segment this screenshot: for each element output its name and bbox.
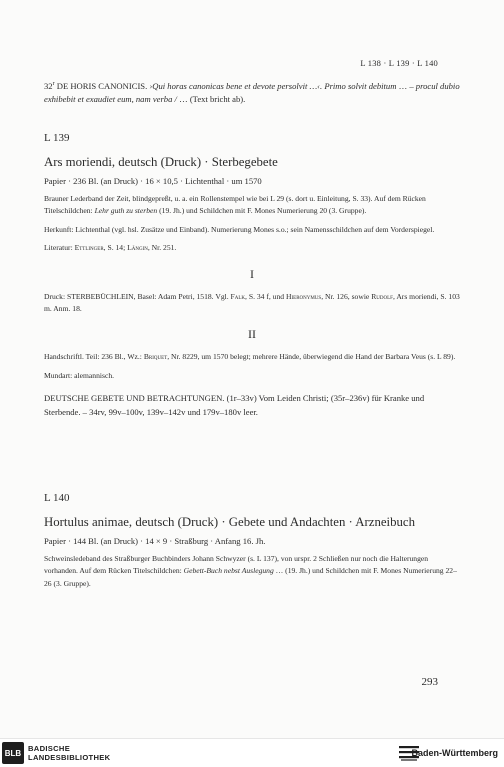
print-l139: Druck: STERBEBÜCHLEIN, Basel: Adam Petri, 1518. Vgl. Falk, S. 34 f, und Hieronymus, Nr. 126, sowie Rudolf, Ars moriendi, S. 103 m. Anm. 18. (44, 291, 460, 313)
entry-32-text: 32$^r$ DE HORIS CANONICIS. ›Qui horas canonicas bene et devote persolvit …‹. Primo solvit debitum … – procul dubio exhibebit et exaudiet eum, nam verba / … (Text bricht ab). (44, 80, 460, 105)
blb-logo-icon[interactable]: BLB (2, 742, 24, 764)
binding-l139: Brauner Lederband der Zeit, blindgepreßt, u. a. ein Rollenstempel wie bei L 29 (s. dort u. Einleitung, S. 33). Auf dem Rücken Titelschildchen: Lehr guth zu sterben (19. Jh.) und Schildchen mit F. Mones Numerierung 20 (3. Gruppe). (44, 193, 426, 216)
page-number: 293 (421, 676, 438, 688)
physical-l140: Papier · 144 Bl. (an Druck) · 14 × 9 · Straßburg · Anfang 16. Jh. (44, 535, 266, 546)
title-l139: Ars moriendi, deutsch (Druck) · Sterbegebete (44, 155, 278, 169)
prayers-l139: DEUTSCHE GEBETE UND BETRACHTUNGEN. (1r–33v) Vom Leiden Christi; (35r–236v) für Kranke und Sterbende. – 34rv, 99v–100v, 139v–142v und 179v–180v leer. (44, 393, 425, 417)
running-head: L 138 · L 139 · L 140 (360, 58, 438, 68)
signature-l139: L 139 (44, 132, 70, 144)
title-l140: Hortulus animae, deutsch (Druck) · Gebete und Andachten · Arzneibuch (44, 515, 415, 529)
binding-l140: Schweinsledeband des Straßburger Buchbinders Johann Schwyzer (s. L 137), von urspr. 2 Schließen nur noch die Halterungen vorhanden. Auf dem Rücken Titelschildchen: Gebett-Buch nebst Auslegung … (19. Jh.) und Schildchen mit F. Mones Numerierung 22–26 (3. Gruppe). (44, 553, 457, 588)
handwritten-part-l139: Handschriftl. Teil: 236 Bl., Wz.: Briquet, Nr. 8229, um 1570 belegt; mehrere Hände, überwiegend die Hand der Barbara Veus (s. L 89). (44, 352, 456, 362)
part-one-heading: I (250, 266, 254, 281)
blb-wordmark[interactable]: BADISCHE LANDESBIBLIOTHEK (28, 744, 111, 762)
entry-l139 (44, 132, 460, 419)
part-two-heading: II (248, 327, 256, 342)
baden-wuerttemberg-label[interactable]: Baden-Württemberg (411, 748, 498, 758)
signature-l140: L 140 (44, 492, 70, 504)
entry-32 (44, 78, 460, 107)
literature-l139: Literatur: Ettlinger, S. 14; Längin, Nr. 251. (44, 243, 177, 253)
physical-l139: Papier · 236 Bl. (an Druck) · 16 × 10,5 · Lichtenthal · um 1570 (44, 175, 262, 186)
dialect-l139: Mundart: alemannisch. (44, 370, 115, 380)
entry-l140 (44, 492, 460, 590)
provenance-l139: Herkunft: Lichtenthal (vgl. hsl. Zusätze und Einband). Numerierung Mones s.o.; sein Namensschildchen auf dem Vorderspiegel. (44, 224, 435, 234)
footer-bar (0, 738, 504, 767)
